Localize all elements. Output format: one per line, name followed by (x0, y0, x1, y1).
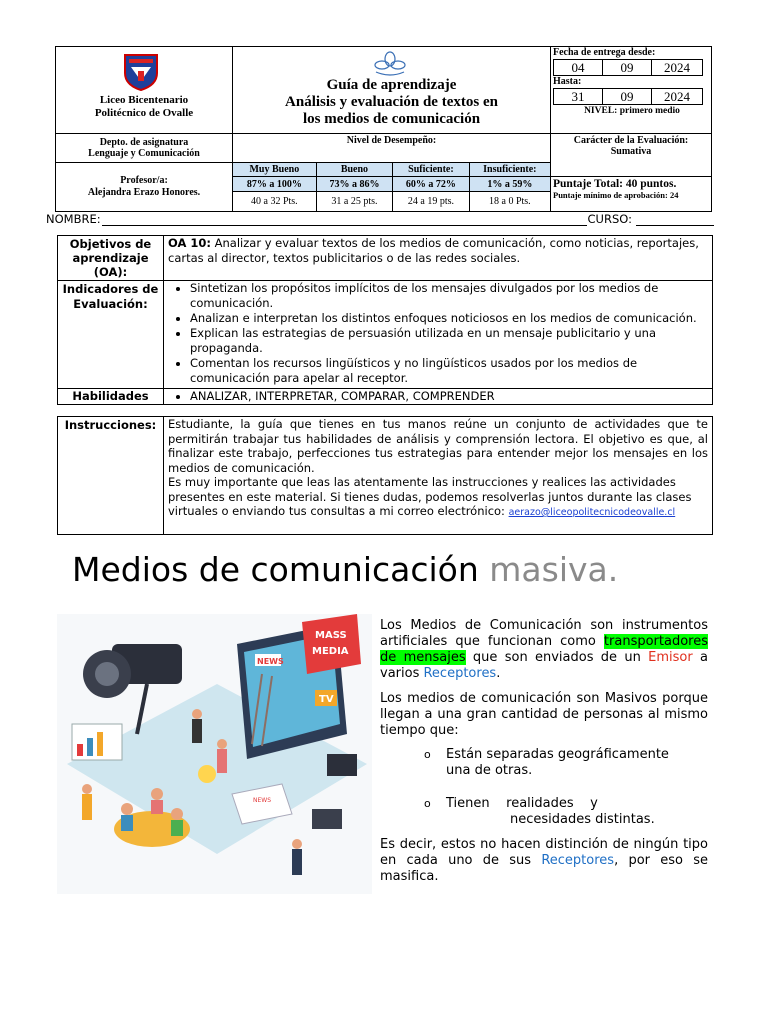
skills-list (168, 389, 708, 404)
p1-highlight-1: transportadores (603, 634, 708, 649)
from-day: 04 (553, 59, 603, 76)
bullet-2-text-b: necesidades distintas. (510, 812, 655, 827)
p1-emisor: Emisor (648, 650, 693, 665)
teacher-name: Alejandra Erazo Honores. (87, 187, 201, 198)
score-cell (551, 177, 712, 212)
until-month: 09 (603, 88, 652, 105)
oa-cell (164, 236, 713, 281)
until-label: Hasta: (553, 76, 582, 87)
section-title-ghost-word: masiva. (489, 550, 619, 589)
until-year: 2024 (652, 88, 703, 105)
school-cell (56, 47, 233, 134)
projector-icon (312, 809, 342, 829)
guide-subtitle-2: los medios de comunicación (302, 111, 481, 127)
clapperboard-icon (327, 754, 357, 776)
indicator-item: • Explican las estrategias de persuasión utilizada en un mensaje publicitario y una propaganda. (190, 326, 708, 356)
paragraph-1 (380, 618, 708, 682)
p3-receptores: Receptores (541, 853, 615, 868)
bullet-1 (380, 747, 684, 779)
course-label: CURSO: (587, 212, 632, 226)
level-name-2: Suficiente: (393, 163, 469, 177)
section-title: Medios de comunicación (72, 550, 479, 589)
title-cell (233, 47, 551, 134)
eval-char-value: Sumativa (610, 146, 652, 157)
level-pct-1: 73% a 86% (316, 177, 392, 192)
name-label: NOMBRE: (46, 212, 101, 226)
instructions-table (57, 416, 713, 535)
lotus-logo (373, 51, 407, 77)
performance-label: Nivel de Desempeño: (233, 134, 551, 163)
skills-item: • ANALIZAR, INTERPRETAR, COMPARAR, COMPRENDER (190, 389, 708, 404)
illustration-sign-news-2: NEWS (253, 797, 272, 804)
dates-cell (551, 47, 712, 134)
teacher-email-link[interactable]: aerazo@liceopolitecnicodeovalle.cl (508, 507, 676, 518)
eval-char-label: Carácter de la Evaluación: (573, 135, 689, 146)
indicator-item: • Comentan los recursos lingüísticos y no lingüísticos usados por los medios de comunicación para apelar al receptor. (190, 356, 708, 386)
school-name-1: Liceo Bicentenario (99, 94, 189, 106)
p1-text-c: a varios (380, 650, 708, 681)
indicator-item: • Analizan e interpretan los distintos enfoques noticiosos en los medios de comunicación. (190, 311, 708, 326)
delivery-from-label: Fecha de entrega desde: (553, 47, 656, 58)
skills-cell (164, 389, 713, 405)
level-name-3: Insuficiente: (469, 163, 550, 177)
dept-cell (56, 134, 233, 163)
indicators-list (168, 281, 708, 386)
from-month: 09 (603, 59, 652, 76)
level-pct-2: 60% a 72% (393, 177, 469, 192)
level-pts-0: 40 a 32 Pts. (233, 192, 317, 212)
p1-highlight-2: de mensajes (380, 650, 466, 665)
p1-receptores: Receptores (423, 666, 497, 681)
illustration-sign-media: MEDIA (312, 646, 349, 657)
p1-text-b: que son enviados de un (465, 650, 649, 665)
illustration-sign-tv: TV (319, 694, 334, 705)
bullet-2-marker: o (424, 797, 431, 810)
level-name-1: Bueno (316, 163, 392, 177)
indicators-cell (164, 281, 713, 389)
instructions-cell (164, 417, 713, 535)
indicator-item: • Sintetizan los propósitos implícitos de los mensajes divulgados por los medios de comunicación. (190, 281, 708, 311)
name-course-row (46, 212, 714, 226)
teacher-cell (56, 163, 233, 212)
level-label: NIVEL: primero medio (584, 106, 680, 116)
level-pts-3: 18 a 0 Pts. (469, 192, 550, 212)
school-shield-logo (123, 53, 159, 91)
paragraph-3 (380, 837, 708, 885)
section-body (380, 618, 708, 885)
oa-label: Objetivos de aprendizaje (OA): (58, 236, 164, 281)
mass-media-sign (302, 614, 361, 674)
dept-value: Lenguaje y Comunicación (88, 148, 200, 159)
mass-media-illustration (57, 614, 372, 894)
instructions-para-2-text: Es muy importante que leas las atentamente las instrucciones y realices las actividades presentes en este material. Si tienes dudas, podemos resolverlas juntos durante las clases virtuales o enviando tus consultas a mi correo electrónico: (168, 475, 692, 518)
level-pct-3: 1% a 59% (469, 177, 550, 192)
min-score: Puntaje mínimo de aprobación: 24 (553, 190, 679, 200)
teacher-label: Profesor/a: (120, 175, 168, 186)
indicators-label: Indicadores de Evaluación: (58, 281, 164, 389)
total-score: Puntaje Total: 40 puntos. (553, 178, 677, 190)
oa-code: OA 10: (168, 236, 211, 250)
p3-text-a: Es decir, estos no hacen distinción de ningún tipo en cada uno de sus (380, 837, 708, 868)
bullet-2-text-a: Tienen realidades y (446, 796, 598, 811)
instructions-label: Instrucciones: (58, 417, 164, 535)
paragraph-2: Los medios de comunicación son Masivos porque llegan a una gran cantidad de personas al mismo tiempo que: (380, 691, 708, 738)
instructions-para-1: Estudiante, la guía que tienes en tus manos reúne un conjunto de actividades que te permitirán trabajar tus habilidades de análisis y comprensión lectora. El objetivo es que, al finalizar este trabajo, perfecciones tus estrategias para entender mejor los mensajes en los medios de comunicación. (168, 417, 708, 475)
guide-subtitle-1: Análisis y evaluación de textos en (285, 94, 498, 110)
bullet-1-marker: o (424, 748, 431, 761)
header-table (55, 46, 712, 212)
section-title-row (72, 548, 618, 592)
level-pts-1: 31 a 25 pts. (316, 192, 392, 212)
level-pts-2: 24 a 19 pts. (393, 192, 469, 212)
level-pct-0: 87% a 100% (233, 177, 317, 192)
eval-char-cell (551, 134, 712, 177)
lightbulb-icon (198, 765, 216, 783)
school-name-2: Politécnico de Ovalle (94, 107, 194, 119)
guide-title: Guía de aprendizaje (326, 77, 457, 93)
instructions-para-2 (168, 475, 708, 521)
illustration-sign-news: NEWS (257, 657, 284, 666)
p1-text-a: Los Medios de Comunicación son instrumentos artificiales que funcionan como (380, 618, 708, 649)
until-day: 31 (553, 88, 603, 105)
p3-text-b: , por eso se masifica. (380, 853, 709, 884)
p1-text-d: . (496, 666, 501, 681)
level-name-0: Muy Bueno (233, 163, 317, 177)
illustration-sign-mass: MASS (315, 630, 347, 641)
objectives-table (57, 235, 713, 405)
dept-label: Depto. de asignatura (99, 137, 189, 148)
bullet-1-text: Están separadas geográficamente una de otras. (446, 747, 669, 778)
from-year: 2024 (652, 59, 703, 76)
name-field[interactable] (102, 213, 587, 226)
course-field[interactable] (636, 213, 714, 226)
skills-label: Habilidades (58, 389, 164, 405)
bullet-2 (380, 796, 708, 828)
oa-text: Analizar y evaluar textos de los medios de comunicación, como noticias, reportajes, cartas al director, textos publicitarios o de las redes sociales. (168, 236, 699, 265)
